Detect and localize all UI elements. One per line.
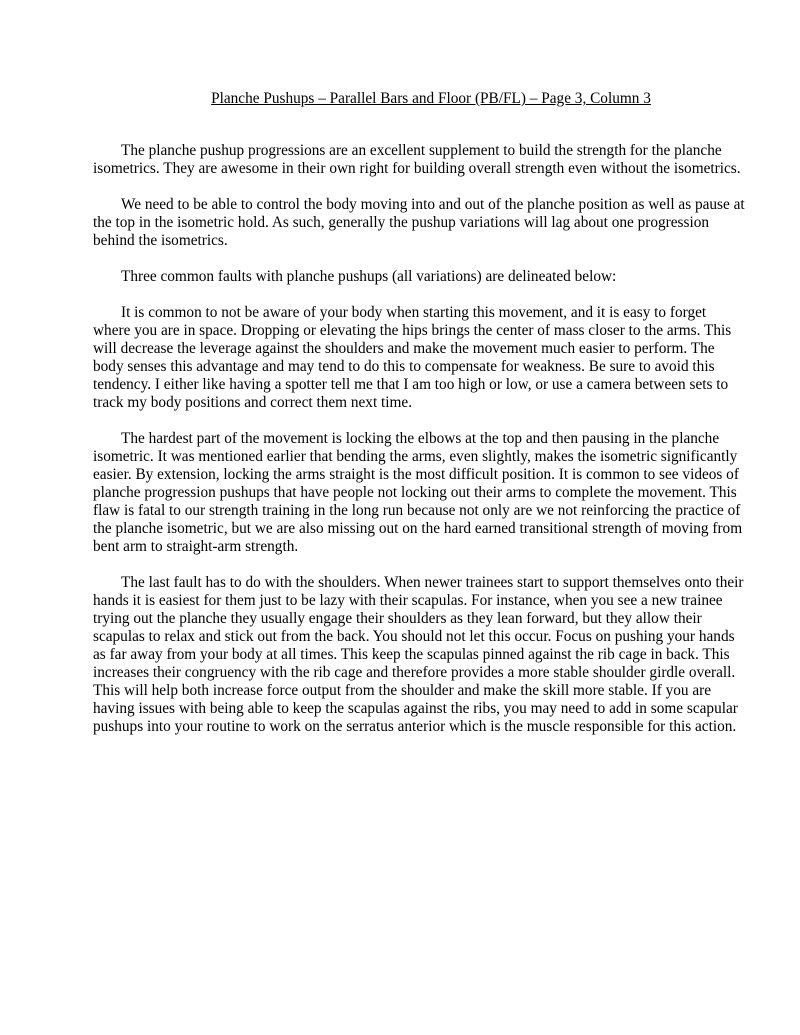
paragraph <box>93 430 765 556</box>
text-line: having issues with being able to keep the scapulas against the ribs, you may need to add in some scapular <box>93 700 738 717</box>
text-line: bent arm to straight-arm strength. <box>93 538 299 555</box>
text-line: It is common to not be aware of your body when starting this movement, and it is easy to forget <box>121 304 707 321</box>
text-line: body senses this advantage and may tend to do this to compensate for weakness. Be sure to avoid this <box>93 358 715 375</box>
text-line: isometrics. They are awesome in their own right for building overall strength even without the isometrics. <box>93 160 741 177</box>
text-line: This will help both increase force output from the shoulder and make the skill more stable. If you are <box>93 682 712 699</box>
paragraph <box>93 268 765 286</box>
text-line: increases their congruency with the rib cage and therefore provides a more stable shoulder girdle overall. <box>93 664 736 681</box>
text-line: planche progression pushups that have people not locking out their arms to complete the movement. This <box>93 484 737 501</box>
text-line: Three common faults with planche pushups (all variations) are delineated below: <box>121 268 617 285</box>
text-line: scapulas to relax and stick out from the back. You should not let this occur. Focus on pushing your hands <box>93 628 735 645</box>
document-body <box>93 142 765 736</box>
paragraph <box>93 142 765 178</box>
text-line: flaw is fatal to our strength training in the long run because not only are we not reinforcing the practice of <box>93 502 741 519</box>
text-line: pushups into your routine to work on the serratus anterior which is the muscle responsible for this action. <box>93 718 737 735</box>
text-line: track my body positions and correct them next time. <box>93 394 413 411</box>
text-line: where you are in space. Dropping or elevating the hips brings the center of mass closer to the arms. This <box>93 322 732 339</box>
text-line: trying out the planche they usually engage their shoulders as they lean forward, but they allow their <box>93 610 702 627</box>
paragraph <box>93 196 765 250</box>
text-line: The hardest part of the movement is locking the elbows at the top and then pausing in the planche <box>121 430 720 447</box>
text-line: easier. By extension, locking the arms straight is the most difficult position. It is common to see videos of <box>93 466 739 483</box>
paragraph <box>93 574 765 736</box>
text-line: behind the isometrics. <box>93 232 228 249</box>
text-line: the planche isometric, but we are also missing out on the hard earned transitional strength of moving from <box>93 520 743 537</box>
text-line: The last fault has to do with the shoulders. When newer trainees start to support themselves onto their <box>121 574 744 591</box>
document-page <box>93 90 765 754</box>
text-line: The planche pushup progressions are an excellent supplement to build the strength for the planche <box>121 142 722 159</box>
text-line: hands it is easiest for them just to be lazy with their scapulas. For instance, when you see a new trainee <box>93 592 723 609</box>
text-line: tendency. I either like having a spotter tell me that I am too high or low, or use a camera between sets to <box>93 376 729 393</box>
page-title: Planche Pushups – Parallel Bars and Floor (PB/FL) – Page 3, Column 3 <box>211 90 651 107</box>
text-line: the top in the isometric hold. As such, generally the pushup variations will lag about one progression <box>93 214 710 231</box>
text-line: isometric. It was mentioned earlier that bending the arms, even slightly, makes the isometric significantly <box>93 448 738 465</box>
text-line: We need to be able to control the body moving into and out of the planche position as well as pause at <box>121 196 745 213</box>
text-line: as far away from your body at all times. This keep the scapulas pinned against the rib cage in back. This <box>93 646 730 663</box>
paragraph <box>93 304 765 412</box>
text-line: will decrease the leverage against the shoulders and make the movement much easier to perform. The <box>93 340 715 357</box>
